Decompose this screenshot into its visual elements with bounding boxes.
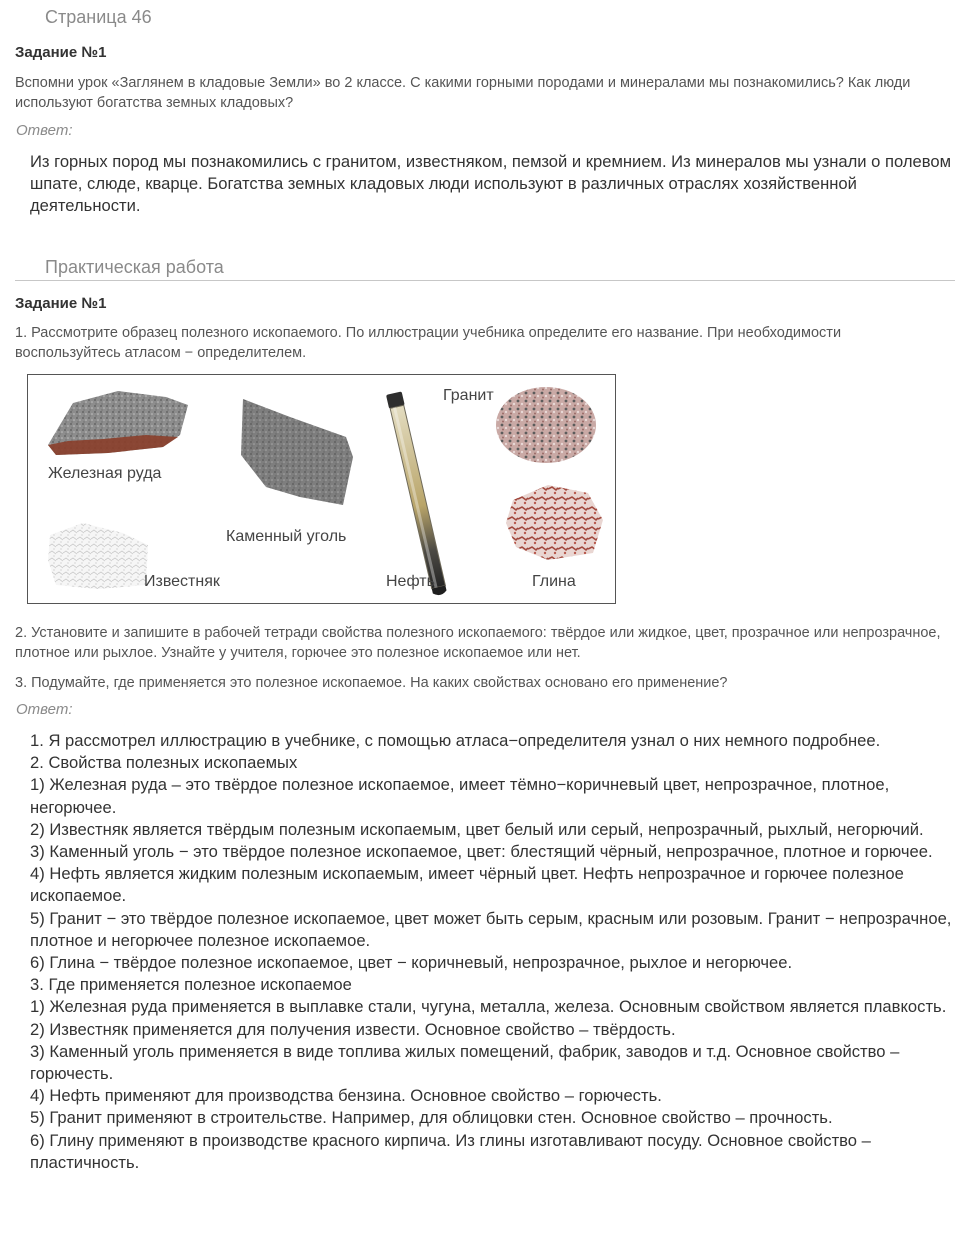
answer-line: 3) Каменный уголь применяется в виде топлива жилых помещений, фабрик, заводов и т.д. Основное свойство – горючесть.	[30, 1041, 900, 1084]
answer-line: 4) Нефть применяют для производства бензина. Основное свойство – горючесть.	[30, 1086, 662, 1106]
practical-step-2: 2. Установите и запишите в рабочей тетради свойства полезного ископаемого: твёрдое или жидкое, цвет, прозрачное или непрозрачное, плотное или рыхлое. Узнайте у учителя, горючее это полезное ископаемое или нет.	[15, 625, 941, 661]
answer-line: 4) Нефть является жидким полезным ископаемым, имеет чёрный цвет. Нефть непрозрачное и горючее полезное ископаемое.	[30, 864, 904, 906]
answer-line: 2. Свойства полезных ископаемых	[30, 753, 298, 773]
minerals-figure	[27, 374, 616, 604]
answer-label: Ответ:	[16, 122, 73, 139]
iron-ore-sample	[48, 391, 188, 455]
practical-answer-list	[30, 730, 960, 1174]
label-clay: Глина	[532, 573, 576, 590]
answer-line: 3) Каменный уголь − это твёрдое полезное ископаемое, цвет: блестящий чёрный, непрозрачное, плотное и горючее.	[30, 842, 933, 862]
oil-tube	[386, 391, 448, 596]
limestone-sample	[48, 523, 148, 589]
answer-line: 5) Гранит − это твёрдое полезное ископаемое, цвет может быть серым, красным или розовым. Гранит − непрозрачное, плотное и негорючее полезное ископаемое.	[30, 908, 952, 950]
minerals-illustration	[28, 375, 615, 603]
answer-line: 2) Известняк применяется для получения извести. Основное свойство – твёрдость.	[30, 1019, 676, 1039]
section-title: Практическая работа	[45, 257, 224, 277]
label-coal: Каменный уголь	[226, 528, 347, 545]
answer-line: 6) Глину применяют в производстве красного кирпича. Из глины изготавливают посуду. Основное свойство – пластичность.	[30, 1130, 871, 1172]
practical-step-3: 3. Подумайте, где применяется это полезное ископаемое. На каких свойствах основано его применение?	[15, 675, 728, 691]
label-oil: Нефть	[386, 573, 435, 590]
answer-line: 3. Где применяется полезное ископаемое	[30, 975, 352, 995]
label-granite: Гранит	[443, 387, 494, 404]
section-divider	[15, 280, 955, 281]
answer-line: 5) Гранит применяют в строительстве. Например, для облицовки стен. Основное свойство – прочность.	[30, 1108, 833, 1128]
task-question: Вспомни урок «Заглянем в кладовые Земли» во 2 классе. С какими горными породами и минералами мы познакомились? Как люди используют богатства земных кладовых?	[15, 75, 911, 111]
label-iron-ore: Железная руда	[48, 465, 162, 482]
label-limestone: Известняк	[144, 573, 220, 590]
answer-line: 1) Железная руда – это твёрдое полезное ископаемое, имеет тёмно−коричневый цвет, непрозрачное, плотное, негорючее.	[30, 775, 890, 817]
task-heading: Задание №1	[15, 44, 107, 61]
answer-line: 2) Известняк является твёрдым полезным ископаемым, цвет белый или серый, непрозрачный, рыхлый, негорючий.	[30, 819, 924, 839]
answer-line: 6) Глина − твёрдое полезное ископаемое, цвет − коричневый, непрозрачное, рыхлое и негорючее.	[30, 953, 793, 973]
practical-step-1: 1. Рассмотрите образец полезного ископаемого. По иллюстрации учебника определите его название. При необходимости воспользуйтесь атласом − определителем.	[15, 325, 842, 361]
answer-line: 1. Я рассмотрел иллюстрацию в учебнике, с помощью атласа−определителя узнал о них немного подробнее.	[30, 731, 881, 750]
clay-sample	[506, 485, 603, 560]
practical-answer-label: Ответ:	[16, 701, 73, 718]
answer-line: 1) Железная руда применяется в выплавке стали, чугуна, металла, железа. Основным свойством является плавкость.	[30, 997, 947, 1017]
practical-task-heading: Задание №1	[15, 295, 107, 312]
granite-sample	[496, 387, 596, 463]
answer-text: Из горных пород мы познакомились с гранитом, известняком, пемзой и кремнием. Из минералов мы узнали о полевом шпате, слюде, кварце. Богатства земных кладовых люди используют в различных отраслях хозяйственной деятельности.	[30, 152, 952, 216]
page-title: Страница 46	[45, 7, 152, 27]
coal-sample	[241, 399, 353, 505]
